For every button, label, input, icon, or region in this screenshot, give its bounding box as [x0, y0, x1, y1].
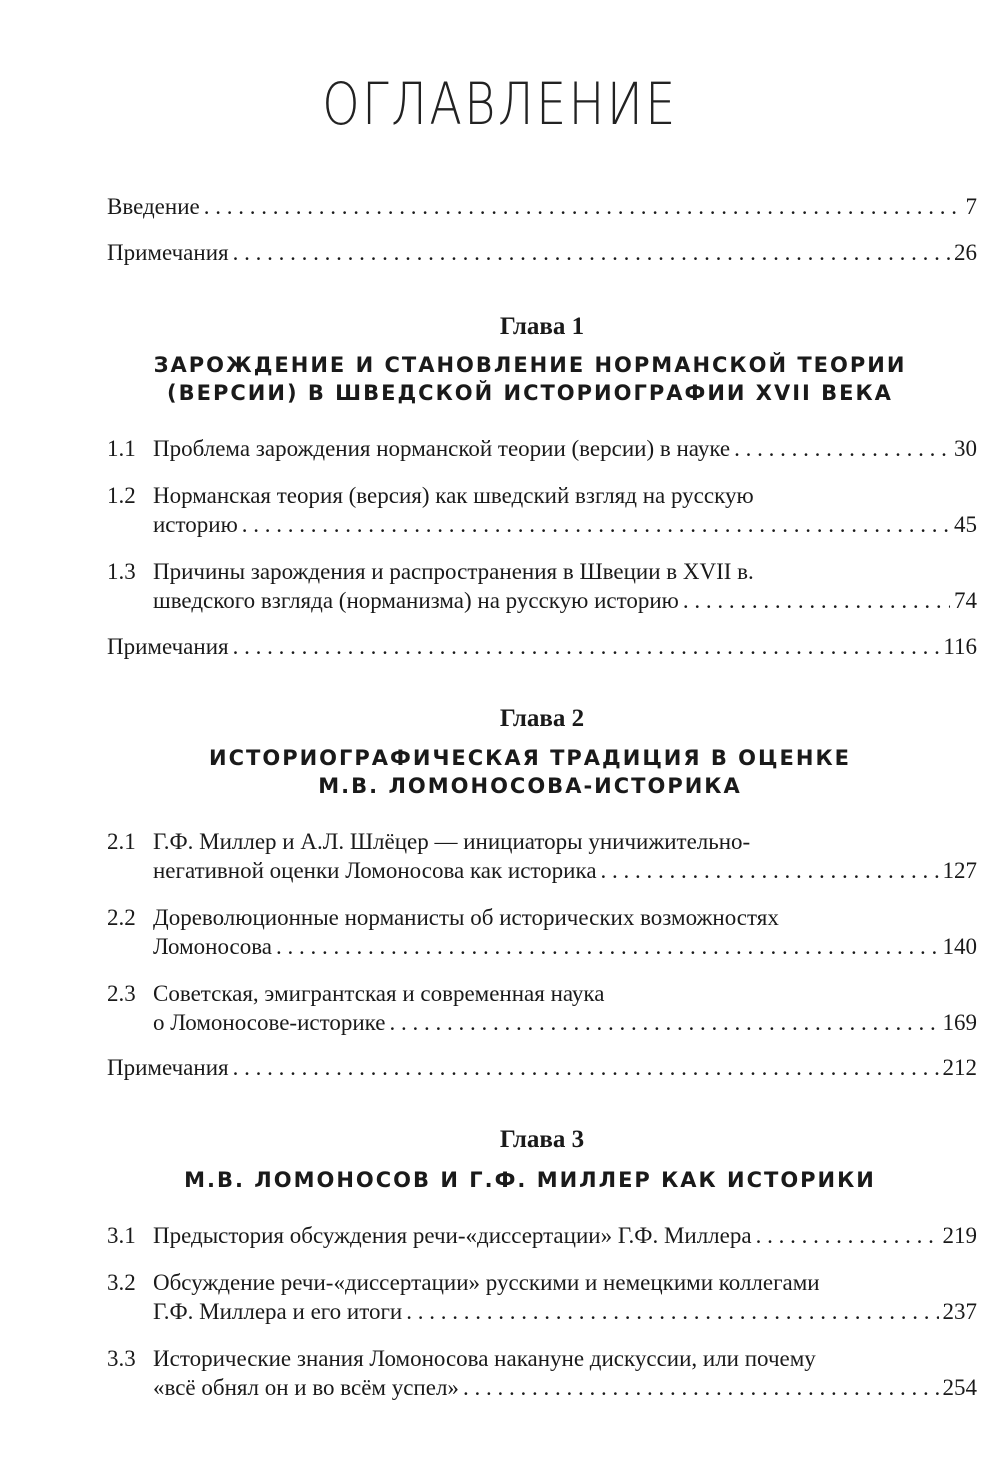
toc-entry-1-1[interactable]	[107, 434, 977, 464]
toc-entry-1-3[interactable]	[107, 557, 977, 587]
entry-page: 169	[942, 1010, 977, 1035]
toc-entry-2-1[interactable]	[107, 827, 977, 857]
dot-leader	[756, 1221, 939, 1251]
toc-entry-3-3[interactable]	[107, 1344, 977, 1374]
section-number: 2.3	[107, 981, 136, 1006]
toc-entry-2-2[interactable]	[107, 903, 977, 933]
entry-text: Примечания	[107, 634, 229, 659]
entry-text: Дореволюционные норманисты об исторических возможностях	[153, 905, 779, 930]
entry-page: 140	[942, 934, 977, 959]
dot-leader	[734, 434, 950, 464]
entry-text: историю	[153, 512, 238, 537]
section-number: 2.2	[107, 905, 136, 930]
toc-entry-2-2-cont[interactable]	[153, 932, 977, 962]
entry-page: 45	[954, 512, 977, 537]
toc-entry-3-1[interactable]	[107, 1221, 977, 1251]
entry-text: Введение	[107, 194, 200, 219]
toc-entry-2-1-cont[interactable]	[153, 856, 977, 886]
section-number: 3.3	[107, 1346, 136, 1371]
entry-text: Обсуждение речи-«диссертации» русскими и немецкими коллегами	[153, 1270, 820, 1295]
entry-text: Причины зарождения и распространения в Швеции в XVII в.	[153, 559, 754, 584]
chapter-3-title-line1: М.В. ЛОМОНОСОВ И Г.Ф. МИЛЛЕР КАК ИСТОРИКИ	[184, 1168, 876, 1192]
entry-page: 212	[942, 1055, 977, 1080]
entry-text: о Ломоносове-историке	[153, 1010, 386, 1035]
entry-text: Примечания	[107, 240, 229, 265]
toc-entry-1-2-cont[interactable]	[153, 510, 977, 540]
dot-leader	[233, 238, 950, 268]
dot-leader	[233, 1053, 939, 1083]
entry-text: Норманская теория (версия) как шведский взгляд на русскую	[153, 483, 754, 508]
toc-entry-1-2[interactable]	[107, 481, 977, 511]
dot-leader	[601, 856, 939, 886]
entry-page: 116	[943, 634, 977, 659]
entry-page: 30	[954, 436, 977, 461]
dot-leader	[389, 1008, 938, 1038]
toc-entry-notes[interactable]	[107, 238, 977, 268]
section-number: 1.2	[107, 483, 136, 508]
toc-entry-3-2[interactable]	[107, 1268, 977, 1298]
section-number: 2.1	[107, 829, 136, 854]
section-number: 3.1	[107, 1223, 136, 1248]
chapter-2-label: Глава 2	[499, 705, 585, 732]
dot-leader	[683, 586, 950, 616]
section-number: 1.3	[107, 559, 136, 584]
entry-page: 74	[954, 588, 977, 613]
toc-entry-introduction[interactable]	[107, 192, 977, 222]
entry-text: Г.Ф. Миллер и А.Л. Шлёцер — инициаторы уничижительно-	[153, 829, 751, 854]
chapter-1-title-line1: ЗАРОЖДЕНИЕ И СТАНОВЛЕНИЕ НОРМАНСКОЙ ТЕОРИИ	[153, 353, 907, 377]
entry-text: шведского взгляда (норманизма) на русскую историю	[153, 588, 679, 613]
chapter-3-label: Глава 3	[499, 1126, 585, 1153]
entry-page: 219	[942, 1223, 977, 1248]
chapter-1-title-line2: (ВЕРСИИ) В ШВЕДСКОЙ ИСТОРИОГРАФИИ XVII ВЕКА	[167, 381, 893, 405]
chapter-1-label: Глава 1	[499, 313, 585, 340]
entry-text: Ломоносова	[153, 934, 272, 959]
section-number: 1.1	[107, 436, 136, 461]
entry-page: 26	[954, 240, 977, 265]
dot-leader	[204, 192, 962, 222]
toc-entry-3-2-cont[interactable]	[153, 1297, 977, 1327]
page-title: ОГЛАВЛЕНИЕ	[322, 70, 678, 138]
chapter-2-title-line2: М.В. ЛОМОНОСОВА-ИСТОРИКА	[318, 774, 742, 798]
dot-leader	[463, 1373, 939, 1403]
entry-page: 237	[942, 1299, 977, 1324]
dot-leader	[276, 932, 939, 962]
entry-page: 254	[942, 1375, 977, 1400]
toc-entry-2-3[interactable]	[107, 979, 977, 1009]
chapter-2-title-line1: ИСТОРИОГРАФИЧЕСКАЯ ТРАДИЦИЯ В ОЦЕНКЕ	[209, 746, 851, 770]
entry-text: Исторические знания Ломоносова накануне дискуссии, или почему	[153, 1346, 816, 1371]
dot-leader	[242, 510, 950, 540]
entry-text: Г.Ф. Миллера и его итоги	[153, 1299, 403, 1324]
entry-text: «всё обнял он и во всём успел»	[153, 1375, 459, 1400]
entry-page: 127	[942, 858, 977, 883]
dot-leader	[406, 1297, 938, 1327]
toc-entry-1-3-cont[interactable]	[153, 586, 977, 616]
toc-entry-ch2-notes[interactable]	[107, 1053, 977, 1083]
section-number: 3.2	[107, 1270, 136, 1295]
toc-entry-2-3-cont[interactable]	[153, 1008, 977, 1038]
entry-text: Проблема зарождения норманской теории (версии) в науке	[153, 436, 731, 461]
entry-text: негативной оценки Ломоносова как историка	[153, 858, 597, 883]
toc-entry-ch1-notes[interactable]	[107, 632, 977, 662]
entry-text: Примечания	[107, 1055, 229, 1080]
entry-text: Советская, эмигрантская и современная наука	[153, 981, 605, 1006]
toc-entry-3-3-cont[interactable]	[153, 1373, 977, 1403]
dot-leader	[233, 632, 940, 662]
entry-page: 7	[965, 194, 977, 219]
entry-text: Предыстория обсуждения речи-«диссертации» Г.Ф. Миллера	[153, 1223, 752, 1248]
